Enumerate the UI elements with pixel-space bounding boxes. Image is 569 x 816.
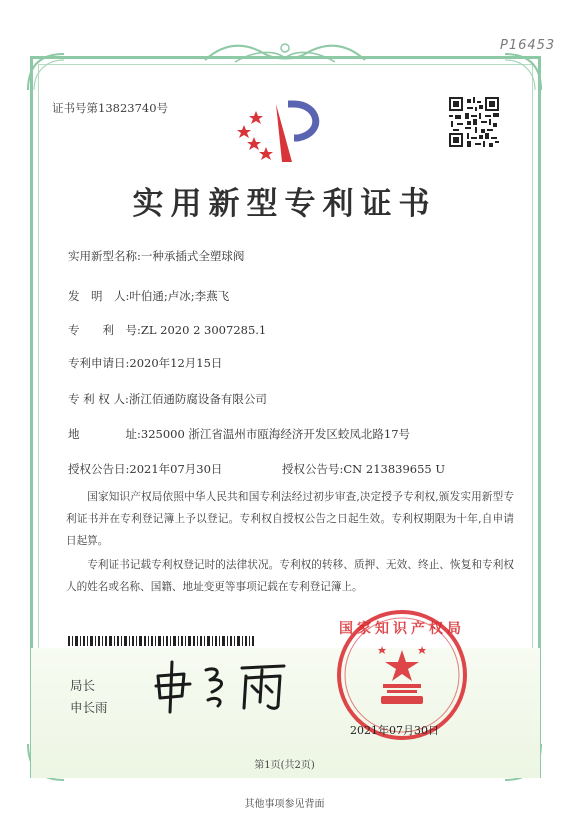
field-value: 325000 浙江省温州市瓯海经济开发区蛟凤北路17号	[140, 427, 411, 441]
qr-code-icon	[449, 97, 499, 147]
field-utility-model-name	[68, 248, 244, 264]
field-label: 授权公告号:	[282, 462, 344, 476]
grant-statement-paragraph: 国家知识产权局依照中华人民共和国专利法经过初步审查,决定授予专利权,颁发实用新型专利证书并在专利登记簿上予以登记。专利权自授权公告之日起生效。专利权期限为十年,自申请日起算。	[66, 491, 514, 547]
field-patentee	[68, 391, 267, 407]
patent-office-emblem-icon	[236, 98, 332, 164]
field-address	[68, 426, 410, 442]
field-label: 专 利 号:	[68, 323, 141, 337]
field-label: 发 明 人:	[68, 289, 130, 303]
page-number: 第1页(共2页)	[254, 760, 315, 771]
field-label: 授权公告日:	[68, 462, 130, 476]
field-label: 实用新型名称:	[68, 249, 141, 263]
field-value: 一种承插式全塑球阀	[140, 249, 245, 263]
top-ornament	[195, 40, 375, 66]
handwritten-signature-icon	[150, 656, 300, 716]
field-label: 专利申请日:	[68, 356, 130, 370]
field-value: 2020年12月15日	[129, 356, 223, 370]
field-value: CN 213839655 U	[343, 462, 446, 476]
signatory-title: 局长	[70, 678, 96, 693]
field-application-date	[68, 355, 222, 371]
footer-note: 其他事项参见背面	[244, 799, 325, 810]
barcode-icon	[68, 636, 254, 646]
field-grant-number	[282, 461, 445, 477]
field-value: 浙江佰通防腐设备有限公司	[128, 392, 267, 406]
field-label: 专 利 权 人:	[68, 392, 129, 406]
certificate-title: 实用新型专利证书	[132, 186, 437, 222]
seal-text: 国家知识产权局	[339, 621, 465, 637]
field-inventors	[68, 288, 229, 304]
handwritten-note: P16453	[500, 38, 556, 53]
field-value: 叶伯通;卢冰;李燕飞	[129, 289, 230, 303]
field-value: 2021年07月30日	[129, 462, 223, 476]
legal-status-paragraph: 专利证书记载专利权登记时的法律状况。专利权的转移、质押、无效、终止、恢复和专利权人的姓名或名称、国籍、地址变更等事项记载在专利登记簿上。	[66, 559, 514, 593]
field-patent-number	[68, 322, 266, 338]
field-label: 地 址:	[68, 427, 141, 441]
seal-date: 2021年07月30日	[350, 724, 439, 737]
corner-ornament-top-left	[24, 50, 70, 96]
field-grant-date	[68, 461, 222, 477]
field-value: ZL 2020 2 3007285.1	[140, 323, 267, 337]
corner-ornament-top-right	[499, 50, 545, 96]
signatory-name: 申长雨	[70, 700, 108, 715]
certificate-number: 证书号第13823740号	[52, 101, 169, 115]
